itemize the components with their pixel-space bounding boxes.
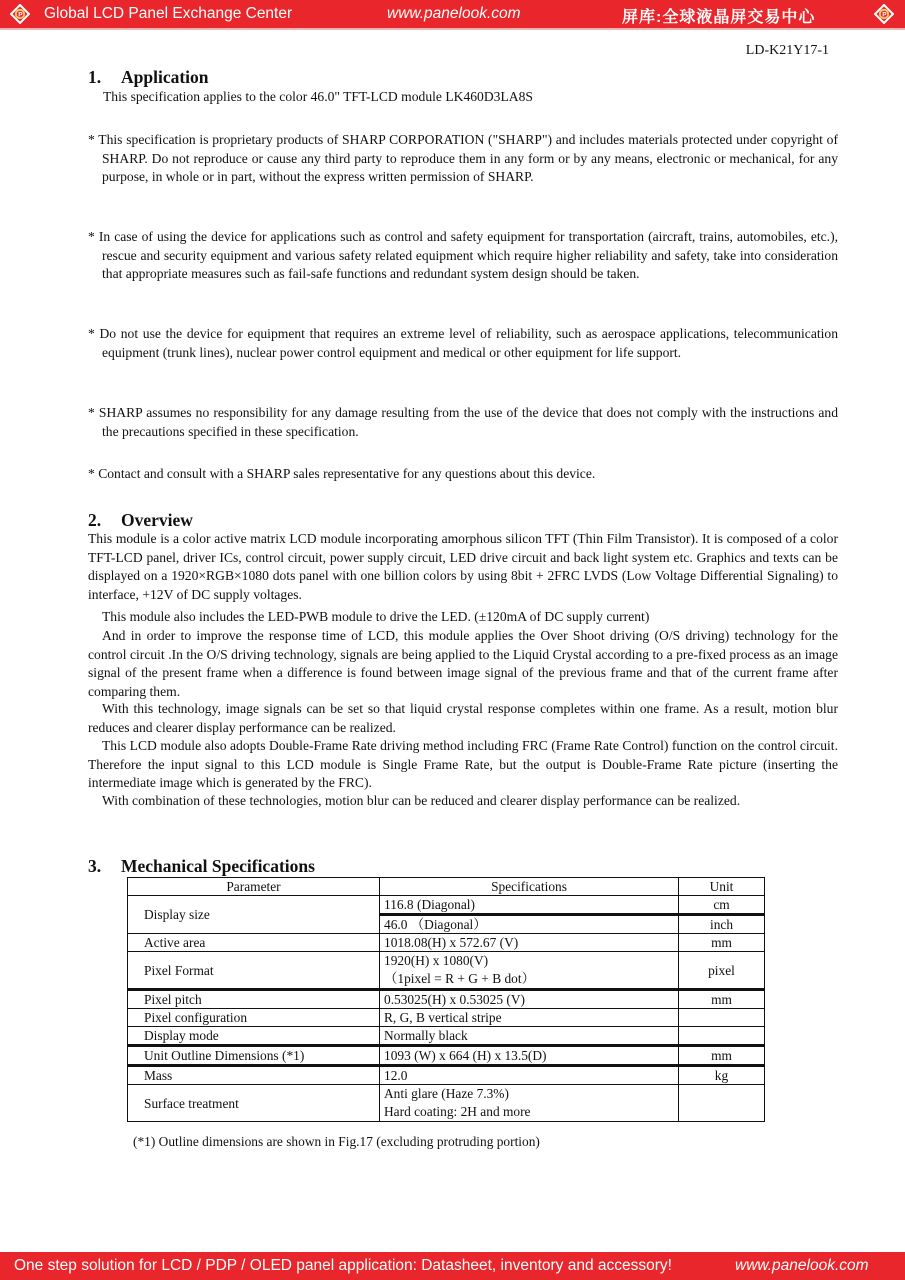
spec-cell: 46.0 （Diagonal）	[380, 915, 679, 934]
table-row-pixel-configuration	[128, 1009, 765, 1027]
table-row-display-mode	[128, 1027, 765, 1046]
table-row-outline-dimensions	[128, 1046, 765, 1066]
svg-text:P: P	[882, 11, 887, 19]
param-cell: Unit Outline Dimensions (*1)	[128, 1046, 380, 1066]
overview-paragraph: With combination of these technologies, motion blur can be reduced and clearer display performance can be realized.	[102, 793, 741, 808]
param-cell: Display mode	[128, 1027, 380, 1046]
param-cell: Mass	[128, 1066, 380, 1085]
spec-line: Hard coating: 2H and more	[384, 1104, 531, 1119]
spec-cell: 1093 (W) x 664 (H) x 13.5(D)	[380, 1046, 679, 1066]
spec-cell: 116.8 (Diagonal)	[380, 896, 679, 915]
site-url-link[interactable]: www.panelook.com	[735, 1257, 869, 1274]
unit-cell	[679, 1027, 765, 1046]
contact-notice: * Contact and consult with a SHARP sales representative for any questions about this device.	[88, 466, 596, 481]
top-banner	[0, 0, 905, 30]
spec-line: 1920(H) x 1080(V)	[384, 953, 489, 968]
spec-cell	[380, 952, 679, 990]
param-cell: Pixel configuration	[128, 1009, 380, 1027]
site-url-link[interactable]: www.panelook.com	[387, 5, 521, 22]
unit-cell: inch	[679, 915, 765, 934]
param-cell: Surface treatment	[128, 1085, 380, 1122]
param-cell: Pixel Format	[128, 952, 380, 990]
section-heading-application	[88, 67, 209, 88]
svg-text:P: P	[18, 11, 23, 19]
section-heading-overview	[88, 510, 193, 531]
application-intro: This specification applies to the color 46.0" TFT-LCD module LK460D3LA8S	[103, 89, 533, 104]
spec-cell: 0.53025(H) x 0.53025 (V)	[380, 990, 679, 1009]
section-number: 3.	[88, 856, 102, 876]
table-row-surface-treatment	[128, 1085, 765, 1122]
section-title: Mechanical Specifications	[121, 856, 315, 876]
spec-cell: 12.0	[380, 1066, 679, 1085]
overview-paragraph: This module is a color active matrix LCD module incorporating amorphous silicon TFT (Thin Film Transistor). It is composed of a color TFT-LCD panel, driver ICs, control circuit, power supply circuit, LED drive circuit and back light system etc. Graphics and texts can be displayed on a 1920×RGB×1080 dots panel with one billion colors by using 8bit + 2FRC LVDS (Low Voltage Differential Signaling) to interface, +12V of DC supply voltages.	[88, 531, 838, 602]
param-cell: Display size	[128, 896, 380, 934]
proprietary-notice: * This specification is proprietary products of SHARP CORPORATION ("SHARP") and includes materials protected under copyright of SHARP. Do not reproduce or cause any third party to reproduce them in any form or by any means, electronic or mechanical, for any purpose, in whole or in part, without the express written permission of SHARP.	[88, 132, 838, 184]
spec-cell	[380, 1085, 679, 1122]
section-number: 2.	[88, 510, 102, 530]
reliability-notice: * Do not use the device for equipment that requires an extreme level of reliability, such as aerospace applications, telecommunication equipment (trunk lines), nuclear power control equipment and medical or other equipment for life support.	[88, 326, 838, 360]
spec-cell: R, G, B vertical stripe	[380, 1009, 679, 1027]
unit-cell: mm	[679, 1046, 765, 1066]
site-name: Global LCD Panel Exchange Center	[44, 5, 293, 22]
panelook-logo-icon[interactable]	[10, 4, 30, 24]
document-id: LD-K21Y17-1	[745, 43, 829, 58]
table-header-row	[128, 878, 765, 896]
unit-cell: mm	[679, 990, 765, 1009]
spec-cell: 1018.08(H) x 572.67 (V)	[380, 934, 679, 952]
column-header-unit: Unit	[679, 878, 765, 896]
table-row-pixel-format	[128, 952, 765, 990]
table-footnote: (*1) Outline dimensions are shown in Fig.17 (excluding protruding portion)	[133, 1134, 540, 1149]
overview-paragraph: And in order to improve the response time of LCD, this module applies the Over Shoot driving (O/S driving) technology for the control circuit .In the O/S driving technology, signals are being applied to the Liquid Crystal according to a pre-fixed process as an image signal of the present frame when a difference is found between image signal of the previous frame and that of the current frame after comparing them.	[88, 628, 838, 699]
panelook-logo-icon[interactable]	[874, 4, 894, 24]
section-title: Overview	[121, 510, 193, 530]
site-chinese-name: 屏库:全球液晶屏交易中心	[622, 9, 816, 26]
table-row-display-size	[128, 896, 765, 915]
unit-cell	[679, 1085, 765, 1122]
param-cell: Pixel pitch	[128, 990, 380, 1009]
overview-paragraph: With this technology, image signals can be set so that liquid crystal response completes within one frame. As a result, motion blur reduces and clearer display performance can be realized.	[88, 701, 838, 735]
unit-cell: pixel	[679, 952, 765, 990]
table-row-pixel-pitch	[128, 990, 765, 1009]
mechanical-spec-table	[127, 877, 765, 1122]
responsibility-notice: * SHARP assumes no responsibility for any damage resulting from the use of the device that does not comply with the instructions and the precautions specified in these specification.	[88, 405, 838, 439]
section-number: 1.	[88, 67, 102, 87]
unit-cell: cm	[679, 896, 765, 915]
section-heading-mechanical	[88, 856, 315, 877]
slogan: One step solution for LCD / PDP / OLED panel application: Datasheet, inventory and accessory!	[14, 1257, 672, 1274]
table-row-active-area	[128, 934, 765, 952]
unit-cell: mm	[679, 934, 765, 952]
table-row-mass	[128, 1066, 765, 1085]
spec-line: Anti glare (Haze 7.3%)	[384, 1086, 509, 1101]
column-header-parameter: Parameter	[128, 878, 380, 896]
bottom-banner	[0, 1252, 905, 1280]
unit-cell: kg	[679, 1066, 765, 1085]
param-cell: Active area	[128, 934, 380, 952]
overview-paragraph: This LCD module also adopts Double-Frame Rate driving method including FRC (Frame Rate Control) function on the control circuit. Therefore the input signal to this LCD module is Single Frame Rate, but the output is Double-Frame Rate picture (inserting the intermediate image which is generated by the FRC).	[88, 738, 838, 790]
overview-paragraph: This module also includes the LED-PWB module to drive the LED. (±120mA of DC supply current)	[102, 609, 650, 624]
spec-line: （1pixel = R + G + B dot）	[384, 971, 535, 986]
column-header-specifications: Specifications	[380, 878, 679, 896]
spec-cell: Normally black	[380, 1027, 679, 1046]
unit-cell	[679, 1009, 765, 1027]
section-title: Application	[121, 67, 209, 87]
safety-notice: * In case of using the device for applications such as control and safety equipment for transportation (aircraft, trains, automobiles, etc.), rescue and security equipment and various safety related equipment which require higher reliability and safety, take into consideration that appropriate measures such as fail-safe functions and redundant system design should be taken.	[88, 229, 838, 281]
